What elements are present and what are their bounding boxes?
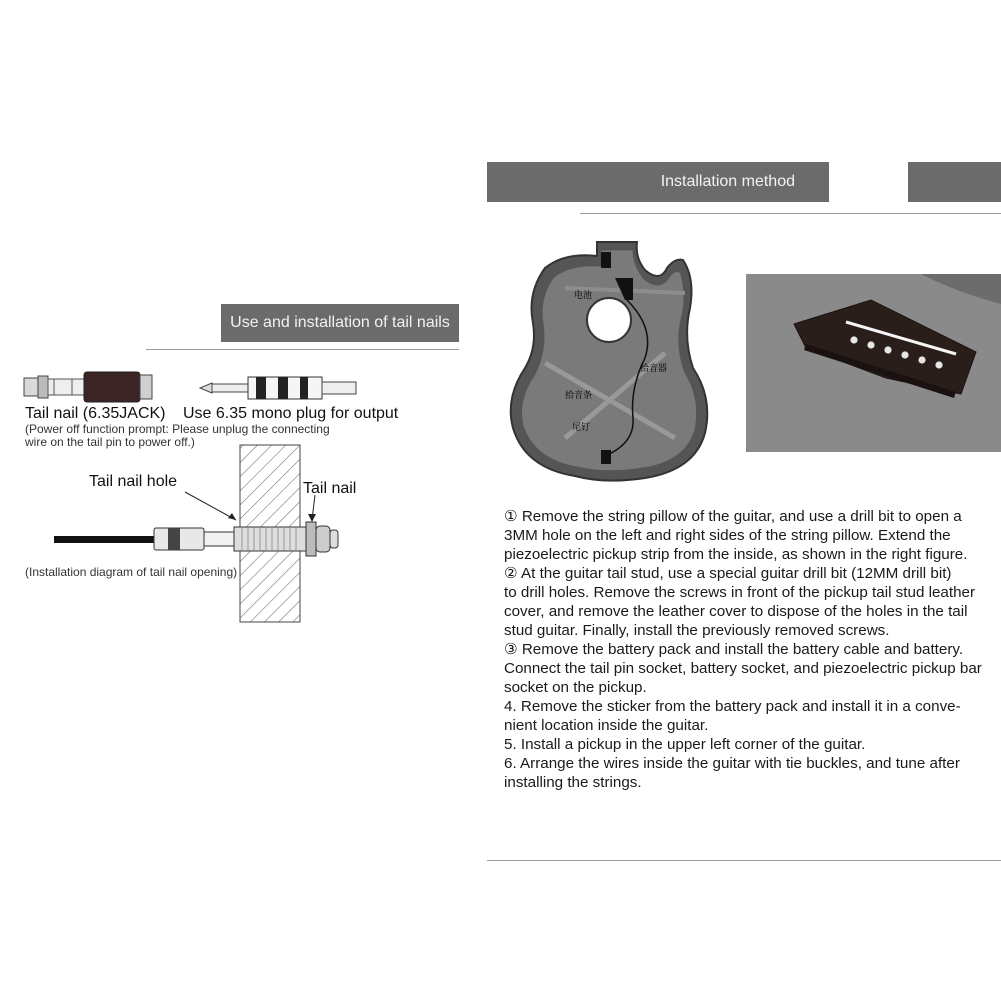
step-line: to drill holes. Remove the screws in front of the pickup tail stud leather bbox=[504, 584, 976, 601]
guitar-interior-image bbox=[505, 238, 720, 483]
mono-plug-label: Use 6.35 mono plug for output bbox=[183, 405, 399, 422]
pickup-label: 拾音器 bbox=[640, 364, 668, 374]
step-line: 6. Arrange the wires inside the guitar with tie buckles, and tune after bbox=[504, 755, 960, 772]
step-line: ② At the guitar tail stud, use a special guitar drill bit (12MM drill bit) bbox=[504, 565, 952, 582]
tail-nails-banner bbox=[221, 304, 459, 342]
power-off-note-line: (Power off function prompt: Please unplug the connecting bbox=[25, 422, 330, 436]
tail-nail-hole-label: Tail nail hole bbox=[89, 473, 178, 490]
tail-nails-banner-title: Use and installation of tail nails bbox=[230, 314, 450, 331]
step-line: socket on the pickup. bbox=[504, 679, 647, 696]
right-divider bbox=[580, 213, 1001, 214]
tail-nail-label-diagram: Tail nail bbox=[303, 480, 357, 497]
step-line: 4. Remove the sticker from the battery pack and install it in a conve- bbox=[504, 698, 961, 715]
left-divider bbox=[146, 349, 459, 350]
installation-method-banner bbox=[487, 162, 829, 202]
tail-nail-installation-diagram bbox=[50, 440, 370, 630]
bottom-divider bbox=[487, 860, 1001, 861]
step-line: installing the strings. bbox=[504, 774, 642, 791]
tail-pin-label: 尾钉 bbox=[572, 423, 591, 433]
power-off-note-line: wire on the tail pin to power off.) bbox=[25, 435, 195, 449]
guitar-bridge-photo bbox=[746, 274, 1001, 452]
step-line: 5. Install a pickup in the upper left corner of the guitar. bbox=[504, 736, 866, 753]
step-line: Connect the tail pin socket, battery socket, and piezoelectric pickup bar bbox=[504, 660, 982, 677]
pickup-strip-label: 拾音条 bbox=[565, 391, 593, 401]
installation-steps bbox=[504, 507, 982, 792]
step-line: nient location inside the guitar. bbox=[504, 717, 709, 734]
mono-plug-image bbox=[198, 374, 360, 402]
step-line: ③ Remove the battery pack and install the battery cable and battery. bbox=[504, 641, 964, 658]
step-line: 3MM hole on the left and right sides of the string pillow. Extend the bbox=[504, 527, 951, 544]
step-line: piezoelectric pickup strip from the inside, as shown in the right figure. bbox=[504, 546, 968, 563]
battery-label: 电池 bbox=[574, 291, 593, 301]
banner-edge-block bbox=[908, 162, 1001, 202]
step-line: stud guitar. Finally, install the previously removed screws. bbox=[504, 622, 890, 639]
tail-nail-jack-image bbox=[22, 370, 157, 404]
step-line: ① Remove the string pillow of the guitar, and use a drill bit to open a bbox=[504, 508, 962, 525]
installation-method-title: Installation method bbox=[660, 173, 795, 190]
tail-nail-label: Tail nail (6.35JACK) bbox=[25, 405, 166, 422]
diagram-caption: (Installation diagram of tail nail opening) bbox=[25, 565, 238, 579]
step-line: cover, and remove the leather cover to dispose of the holes in the tail bbox=[504, 603, 968, 620]
